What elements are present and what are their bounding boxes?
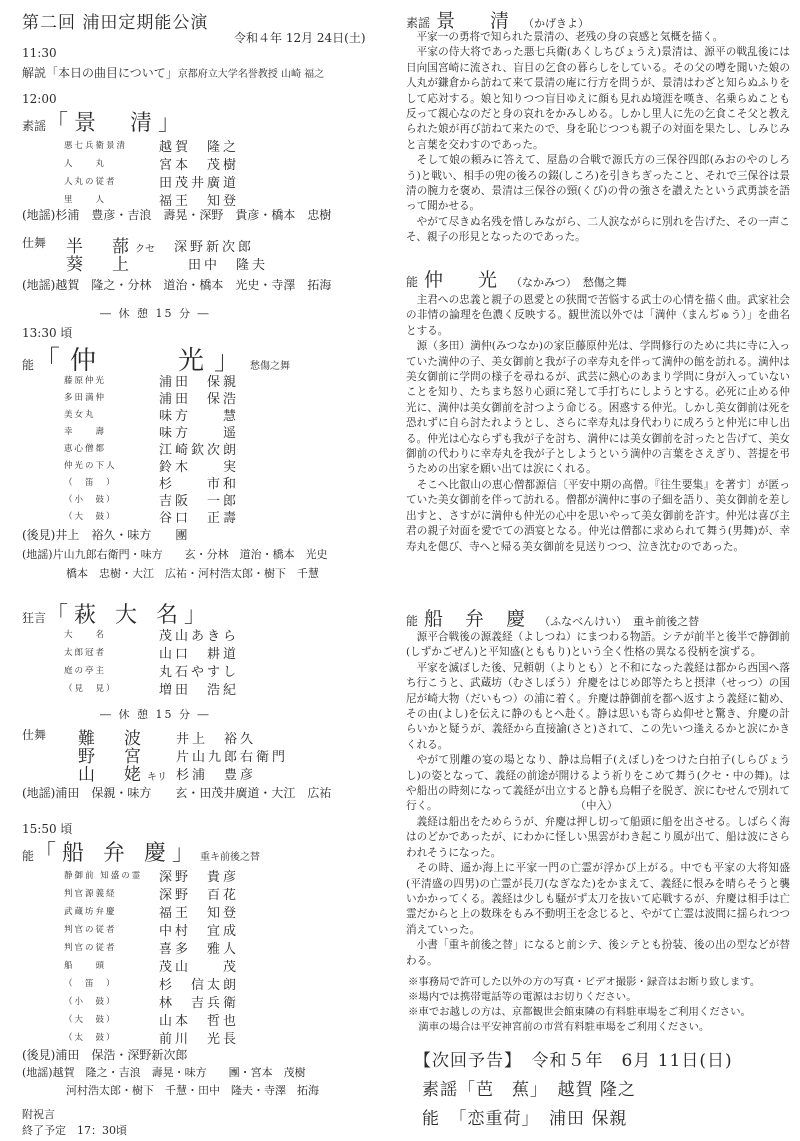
cast-role: （見 見）: [64, 684, 117, 694]
cast-actor: 林 吉兵衛: [159, 996, 240, 1011]
cast-actor: 増田 浩紀: [159, 683, 240, 698]
shimai1-b-actor: 田中 隆夫: [188, 258, 269, 273]
funabenkei-synopsis: [406, 630, 790, 969]
cast-role: （ 笛 ）: [64, 478, 117, 488]
shimai1-a-actor: 深野新次郎: [174, 240, 255, 255]
cast-role: 判官源義経: [64, 889, 117, 899]
next-item-1: 素謡「芭 蕉」 越賀 隆之: [422, 1080, 636, 1100]
cast-role: 藤原仲光: [64, 376, 107, 386]
funabenkei-name: 「船 弁 慶」: [34, 841, 201, 866]
synopsis-paragraph: 主君への忠義と親子の恩愛との狭間で苦悩する武士の心情を描く曲。武家社会の非情の論理を色濃く反映する。観世流以外では「満仲（まんぢゅう）」を曲名とする。: [406, 294, 790, 337]
time-1200: 12:00: [22, 92, 57, 106]
funabenkei-synopsis-title: 能 船 弁 慶 （ふなべんけい） 重キ前後之替: [406, 608, 700, 630]
cast-role: （大 鼓）: [64, 512, 117, 522]
synopsis-paragraph: 源（多田）満仲(みつなか)の家臣藤原仲光は、学問修行のために共に寺に入っていた満仲の子、美女御前と我が子の幸寿丸を伴って満仲の館を訪れる。満仲は美女御前に学問の様子を尋ねるが、武芸に熱心のあまり学問に身が入っていないことを知り、たちまち怒り心頭に発して手打ちにしようとする。必死に止める仲光に、満仲は美女御前を討つよう命じる。困惑する仲光。しかし美女御前は死を恐れずに自ら討たれようとし、さらに幸寿丸は身代わりに成ろうと仲光に申し出る。仲光は心ならずも我が子を討ち、満仲には美女御前を討ったと告げて、美女御前の代わりに幸寿丸を我が子としようという満仲の言葉をさえぎり、菩提を弔うための出家を願い出ては涙にくれる。: [406, 340, 790, 476]
cast-role: 美女丸: [64, 410, 96, 420]
synopsis-paragraph: 義経は船出をためらうが、弁慶は押し切って船頭に船を出させる。しばらく海はのどかであったが、にわかに怪しい黒雲がわき起こり風が出て、船は波にさらわれそうになった。: [406, 815, 790, 859]
kagekiyo-synopsis-title: 素謡 景 清 （かげきよ）: [406, 10, 590, 32]
funabenkei-tag: 重キ前後之替: [200, 852, 261, 863]
cast-actor: 田茂井廣道: [159, 176, 240, 191]
funabenkei-chorus-1: (地謡)越賀 隆之・吉浪 壽晃・味方 團・宮本 茂樹: [22, 1066, 306, 1079]
cast-role: 仲光の下人: [64, 461, 117, 471]
next-performance-heading: [414, 1046, 733, 1071]
cast-role: 静御前 知盛の霊: [64, 871, 143, 881]
shimai1-a: 半 蔀クセ: [66, 237, 155, 257]
cast-actor: 谷口 正壽: [159, 511, 240, 526]
program-column: [0, 0, 392, 1141]
cast-role: 武蔵坊弁慶: [64, 907, 117, 917]
nakamitsu-heading: [22, 340, 290, 377]
cast-role: 大 名: [64, 630, 107, 640]
shimai2-piece: 難 波: [78, 729, 147, 749]
lecture-by: 京都府立大学名誉教授 山崎 福之: [177, 69, 325, 80]
time-1130: 11:30: [22, 46, 57, 60]
cast-role: 人 丸: [64, 159, 107, 169]
synopsis-paragraph: そして娘の頼みに答えて、屋島の合戦で源氏方の三保谷四郎(みおのやのしろう)と戦い、相手の兜の後ろの錣(しころ)を引きちぎったこと、それで三保谷は景清の腕力を褒め、景清は三保谷の頸(くび)の骨の強さを讃えたという武勇談を語って聞かせる。: [406, 154, 790, 213]
next-date: 令和５年 6月 11日(日): [531, 1051, 733, 1071]
shimai2-piece: 野 宮: [78, 747, 147, 767]
nakamitsu-tag: 愁傷之舞: [250, 361, 291, 372]
closing-1: 附祝言: [22, 1108, 55, 1121]
lecture-label: 解説「本日の曲目について」: [22, 66, 178, 80]
synopsis-paragraph: 源平合戦後の源義経（よしつね）にまつわる物語。シテが前半と後半で静御前(しずかごぜん)と平知盛(とももり)という全く性格の異なる役柄を演ずる。: [406, 631, 790, 659]
cast-actor: 深野 貴彦: [159, 870, 240, 885]
next-label: 【次回予告】: [414, 1051, 514, 1071]
cast-role: 幸 壽: [64, 427, 107, 437]
kagekiyo-kind: 素謡: [22, 119, 47, 133]
cast-role: 判官の従者: [64, 925, 117, 935]
cast-actor: 福王 知登: [159, 194, 240, 209]
cast-actor: 味方 慧: [159, 409, 240, 424]
shimai2-chorus: (地謡)浦田 保親・味方 玄・田茂井廣道・大江 広祐: [22, 786, 332, 800]
shimai2-actor: 井上 裕久: [176, 732, 257, 747]
cast-actor: 茂山あきら: [159, 629, 240, 644]
cast-actor: 吉阪 一郎: [159, 494, 240, 509]
cast-role: 判官の従者: [64, 943, 117, 953]
nakamitsu-koken: (後見)井上 裕久・味方 團: [22, 528, 188, 542]
cast-actor: 福王 知登: [159, 906, 240, 921]
nakamitsu-name: 「仲 光」: [34, 346, 251, 376]
nakamitsu-chorus-2: 橋本 忠樹・大江 広祐・河村浩太郎・樹下 千慧: [66, 567, 319, 580]
cast-role: （太 鼓）: [64, 1033, 117, 1043]
kagekiyo-synopsis: [406, 30, 790, 246]
cast-actor: 中村 宜成: [159, 924, 240, 939]
notice-item: ※車でお越しの方は、京都観世会館東隣の有料駐車場をご利用ください。: [408, 1006, 751, 1018]
cast-actor: 茂山 茂: [159, 960, 240, 975]
synopsis-paragraph: 平家を滅ぼした後、兄頼朝（よりとも）と不和になった義経は都から西国へ落ち行こうと、武蔵坊（むさしぼう）弁慶をはじめ郎等たちと摂津（せっつ）の国尼が崎大物（だいもつ）の浦に着く。弁慶は静御前を都へ返すよう義経に勧め、その由(よし)を伝えに静のもとへ赴く。静は思いも寄らぬ仰せと驚き、弁慶の計らいかと疑うが、義経から直接諭(さと)されて、この先いつ逢えるかと涙にかきくれる。: [406, 661, 790, 751]
kagekiyo-name: 「景 清」: [46, 111, 187, 136]
synopsis-paragraph: やがて尽きぬ名残を惜しみながら、二人涙ながらに別れを告げた、その一声こそ、親子の形見となったのであった。: [406, 215, 790, 244]
synopsis-paragraph: 平家の侍大将であった悪七兵衛(あくしちびょうえ)景清は、源平の戦乱後には日向国宮崎に流され、盲目の乞食の暮らしをしている。その父の噂を聞いた娘の人丸が鎌倉から訪ねて来て景清の庵に行方を問うが、景清はわざと知らぬふりをして応対する。娘と知りつつ盲目ゆえに顔も見れぬ境涯を嘆き、名乗らぬことも反って親心なのだと身の哀れをかみしめる。しかし里人に先の乞食こそ父と教えられた娘が再び訪ねて来たので、身を恥じつつも親子の対面を果たし、しみじみと言葉を交わすのであった。: [406, 46, 790, 151]
kagekiyo-heading: [22, 106, 186, 137]
synopsis-paragraph: そこへ比叡山の恵心僧都源信〔平安中期の高僧。『往生要集』を著す〕が匿っていた美女御前を伴って訪れる。僧都が満仲に事の子細を語り、美女御前を差し出すと、さすがに満仲も仲光の心中を思いやって美女御前を許す。仲光は喜び主君の親子対面を愛でての酒宴となる。仲光は僧都に求められて舞う(男舞)が、幸寿丸を偲び、寺へと帰る美女御前を見送りつつ、泣き沈むのであった。: [406, 478, 790, 553]
funabenkei-chorus-2: 河村浩太郎・樹下 千慧・田中 隆夫・寺澤 拓海: [66, 1084, 319, 1097]
cast-role: 恵心僧都: [64, 444, 107, 454]
cast-role: 里 人: [64, 195, 107, 205]
shimai1-chorus: (地謡)越賀 隆之・分林 道治・橋本 光史・寺澤 拓海: [22, 278, 332, 292]
cast-role: 庭の亭主: [64, 666, 107, 676]
event-date: 令和４年 12月 24日(土): [234, 31, 366, 45]
cast-actor: 浦田 保浩: [159, 392, 240, 407]
cast-role: （ 笛 ）: [64, 979, 117, 989]
hagi-kind: 狂言: [22, 611, 47, 625]
time-1330: 13:30 頃: [22, 326, 73, 340]
nakamitsu-synopsis-title: 能 仲 光 （なかみつ） 愁傷之舞: [406, 269, 627, 291]
cast-actor: 越賀 隆之: [159, 140, 240, 155]
cast-role: （小 鼓）: [64, 997, 117, 1007]
cast-role: 悪七兵衛景清: [64, 141, 128, 151]
funabenkei-koken: (後見)浦田 保浩・深野新次郎: [22, 1048, 188, 1062]
notice-list: [408, 975, 792, 1035]
cast-actor: 喜多 雅人: [159, 942, 240, 957]
cast-actor: 味方 遥: [159, 426, 240, 441]
hagi-name: 「萩 大 名」: [46, 603, 213, 628]
cast-actor: 鈴木 実: [159, 460, 240, 475]
cast-actor: 杉 信太朗: [159, 978, 240, 993]
cast-role: 多田満仲: [64, 393, 107, 403]
cast-actor: 杉 市和: [159, 477, 240, 492]
cast-actor: 浦田 保親: [159, 375, 240, 390]
cast-actor: 江崎欽次朗: [159, 443, 240, 458]
shimai2-actor: 片山九郎右衛門: [176, 750, 289, 765]
break-2: ― 休 憩 15 分 ―: [100, 708, 211, 721]
notice-item: ※事務局で許可した以外の方の写真・ビデオ撮影・録音はお断り致します。: [408, 976, 761, 988]
funabenkei-kind: 能: [22, 849, 35, 863]
break-1: ― 休 憩 15 分 ―: [100, 307, 211, 320]
lecture-line: [22, 64, 324, 81]
cast-actor: 山口 耕道: [159, 647, 240, 662]
nakamitsu-synopsis: [406, 293, 790, 555]
nakamitsu-kind: 能: [22, 358, 35, 372]
shimai1-b: 葵 上: [66, 255, 135, 275]
cast-actor: 前川 光長: [159, 1032, 240, 1047]
cast-role: 人丸の従者: [64, 177, 117, 187]
cast-actor: 宮本 茂樹: [159, 158, 240, 173]
notice-item: 満車の場合は平安神宮前の市営有料駐車場をご利用ください。: [408, 1021, 710, 1033]
synopsis-paragraph: その時、遥か海上に平家一門の亡霊が浮かび上がる。中でも平家の大将知盛(平清盛の四男)の亡霊が長刀(なぎなた)をかまえて、義経に恨みを晴らそうと襲いかかってくる。義経は少しも騒がず太刀を抜いて応戦するが、弁慶は相手は亡霊だからと上の数珠をもみ不動明王を念じると、やがて亡霊は波間に揺られつつ消えていった。: [406, 862, 790, 936]
cast-actor: 丸石やすし: [159, 665, 240, 680]
cast-role: （大 鼓）: [64, 1015, 117, 1025]
closing-2: 終了予定 17：30頃: [22, 1124, 127, 1137]
notice-item: ※場内では携帯電話等の電源はお切りください。: [408, 991, 637, 1003]
next-item-2: 能 「恋重荷」 浦田 保親: [422, 1109, 628, 1129]
shimai2-label: 仕舞: [22, 728, 47, 742]
cast-actor: 深野 百花: [159, 888, 240, 903]
synopsis-paragraph: 小書「重キ前後之替」になると前シテ、後シテとも扮装、後の出の型などが替わる。: [406, 939, 790, 967]
cast-actor: 山本 哲也: [159, 1014, 240, 1029]
shimai2-actor: 杉浦 豊彦: [176, 768, 257, 783]
shimai2-piece: 山 姥キリ: [78, 765, 167, 785]
cast-role: （小 鼓）: [64, 495, 117, 505]
shimai1-label: 仕舞: [22, 236, 47, 250]
synopsis-column: [392, 0, 800, 1141]
nakamitsu-chorus-1: (地謡)片山九郎右衛門・味方 玄・分林 道治・橋本 光史: [22, 548, 328, 561]
time-1550: 15:50 頃: [22, 822, 73, 836]
funabenkei-heading: [22, 836, 260, 867]
cast-role: 太郎冠者: [64, 648, 107, 658]
kagekiyo-chorus: (地謡)杉浦 豊彦・吉浪 壽晃・深野 貴彦・橋本 忠樹: [22, 208, 332, 222]
page-title: 第二回 浦田定期能公演: [22, 13, 209, 33]
synopsis-paragraph: やがて別離の宴の場となり、静は烏帽子(えぼし)をつけた白拍子(しらびょうし)の姿となって、義経の前途が開けるよう祈りをこめて舞う(クセ・中の舞)。はや船出の時刻になって義経が出立すると静も烏帽子を脱ぎ、涙にむせんで別れて行く。 （中入）: [406, 754, 790, 813]
synopsis-paragraph: 平家一の勇将で知られた景清の、老残の身の哀感と気概を描く。: [416, 31, 724, 43]
cast-role: 船 頭: [64, 961, 107, 971]
